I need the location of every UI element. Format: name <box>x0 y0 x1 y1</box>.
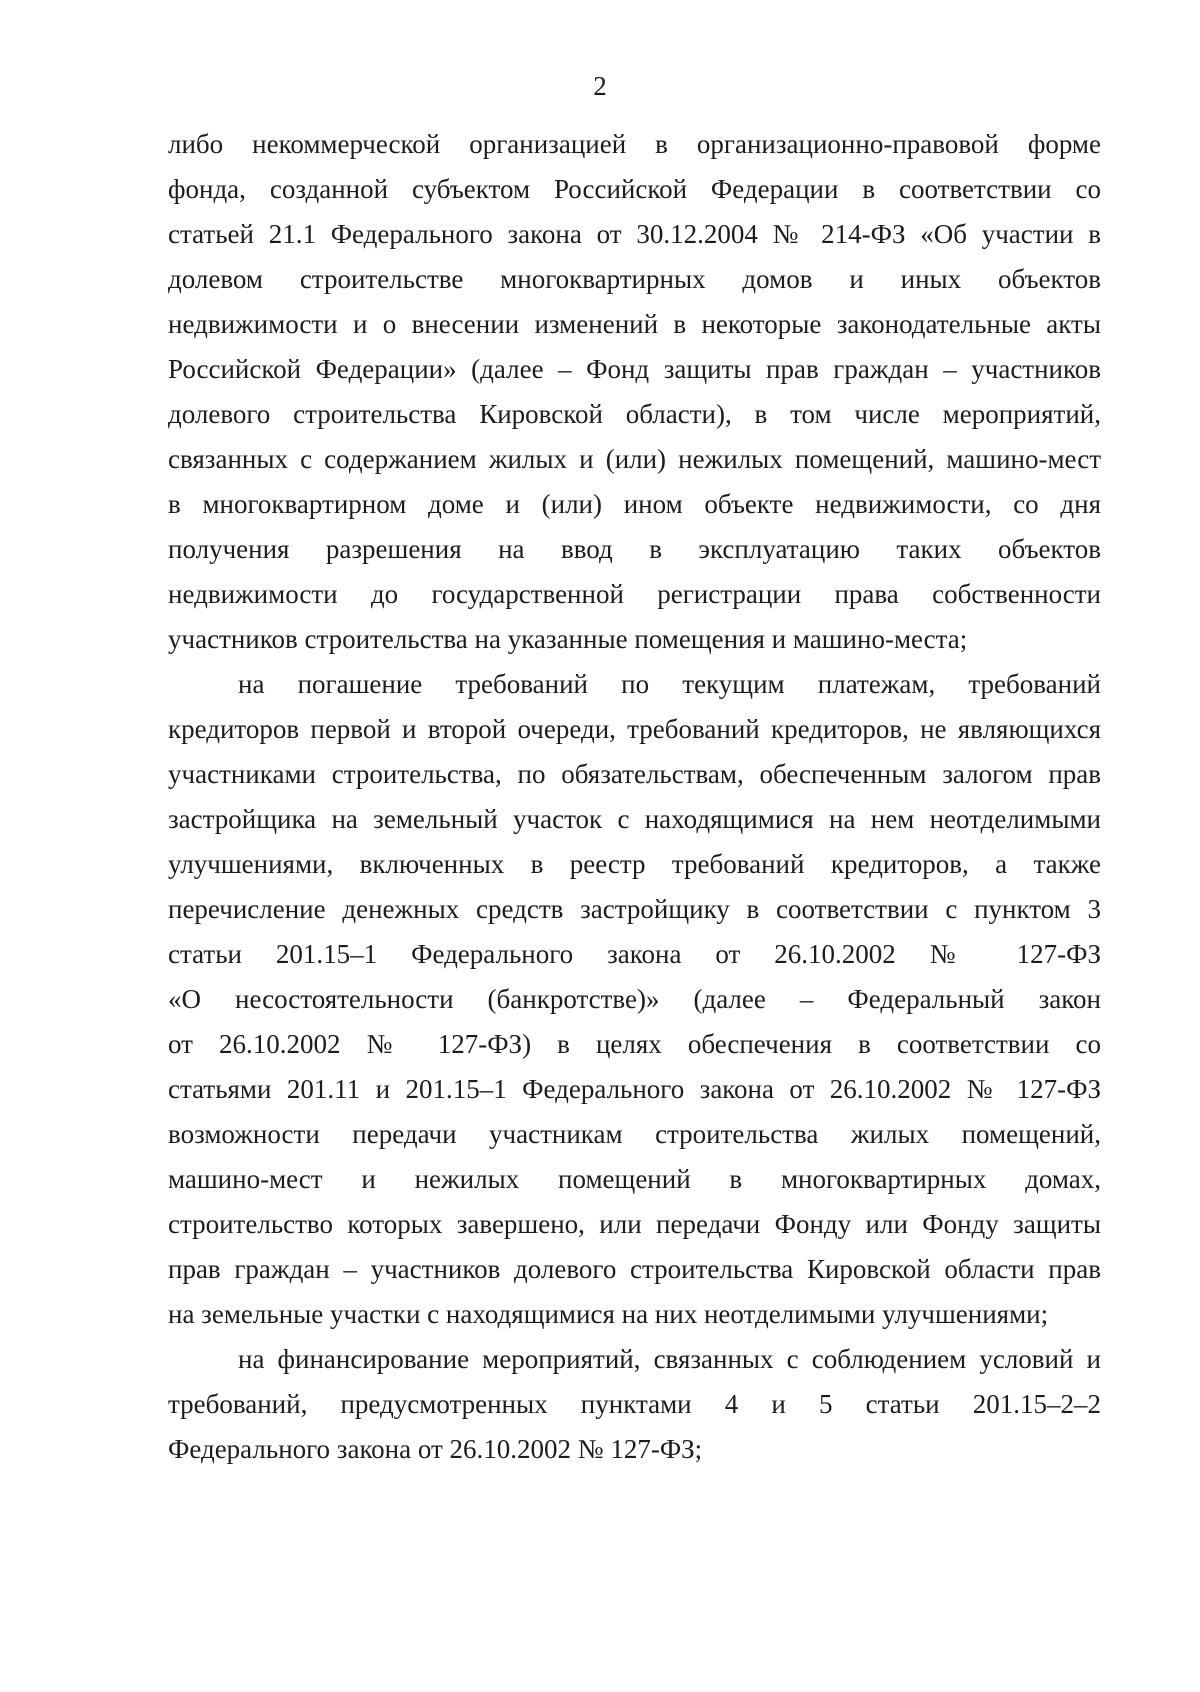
text-line: кредиторов первой и второй очереди, требований кредиторов, не являющихся <box>168 714 1101 744</box>
text-line: участниками строительства, по обязательствам, обеспеченным залогом прав <box>168 759 1101 789</box>
text-line: участников строительства на указанные помещения и машино-места; <box>168 624 968 654</box>
text-line: связанных с содержанием жилых и (или) нежилых помещений, машино-мест <box>168 444 1101 474</box>
text-line: строительство которых завершено, или передачи Фонду или Фонду защиты <box>168 1209 1101 1239</box>
text-line: возможности передачи участникам строительства жилых помещений, <box>168 1119 1101 1149</box>
text-line: Российской Федерации» (далее – Фонд защиты прав граждан – участников <box>168 354 1101 384</box>
text-line: недвижимости до государственной регистрации права собственности <box>168 579 1101 609</box>
text-line: от 26.10.2002 № 127-ФЗ) в целях обеспечения в соответствии со <box>168 1029 1101 1059</box>
text-line: перечисление денежных средств застройщику в соответствии с пунктом 3 <box>168 894 1101 924</box>
text-line: статьями 201.11 и 201.15–1 Федерального закона от 26.10.2002 № 127-ФЗ <box>168 1074 1101 1104</box>
text-line: застройщика на земельный участок с находящимися на нем неотделимыми <box>168 804 1101 834</box>
text-line: статьей 21.1 Федерального закона от 30.12.2004 № 214-ФЗ «Об участии в <box>168 219 1101 249</box>
text-line: получения разрешения на ввод в эксплуатацию таких объектов <box>168 534 1101 564</box>
text-line: «О несостоятельности (банкротстве)» (далее – Федеральный закон <box>168 984 1101 1014</box>
text-line: в многоквартирном доме и (или) ином объекте недвижимости, со дня <box>168 489 1101 519</box>
text-line: недвижимости и о внесении изменений в некоторые законодательные акты <box>168 309 1101 339</box>
text-line: Федерального закона от 26.10.2002 № 127-ФЗ; <box>168 1434 703 1464</box>
text-line: долевом строительстве многоквартирных домов и иных объектов <box>168 264 1101 294</box>
text-line: машино-мест и нежилых помещений в многоквартирных домах, <box>168 1164 1101 1194</box>
text-line: требований, предусмотренных пунктами 4 и 5 статьи 201.15–2–2 <box>168 1389 1101 1419</box>
text-line: прав граждан – участников долевого строительства Кировской области прав <box>168 1254 1101 1284</box>
text-line: фонда, созданной субъектом Российской Федерации в соответствии со <box>168 174 1101 204</box>
text-line: на финансирование мероприятий, связанных с соблюдением условий и <box>238 1344 1101 1374</box>
text-line: на земельные участки с находящимися на них неотделимыми улучшениями; <box>168 1299 1049 1329</box>
text-line: статьи 201.15–1 Федерального закона от 26.10.2002 № 127-ФЗ <box>168 939 1101 969</box>
text-line: либо некоммерческой организацией в организационно-правовой форме <box>168 129 1101 159</box>
text-line: на погашение требований по текущим платежам, требований <box>238 669 1101 699</box>
text-line: долевого строительства Кировской области), в том числе мероприятий, <box>168 399 1101 429</box>
text-line: улучшениями, включенных в реестр требований кредиторов, а также <box>168 849 1101 879</box>
page-number: 2 <box>593 71 607 101</box>
